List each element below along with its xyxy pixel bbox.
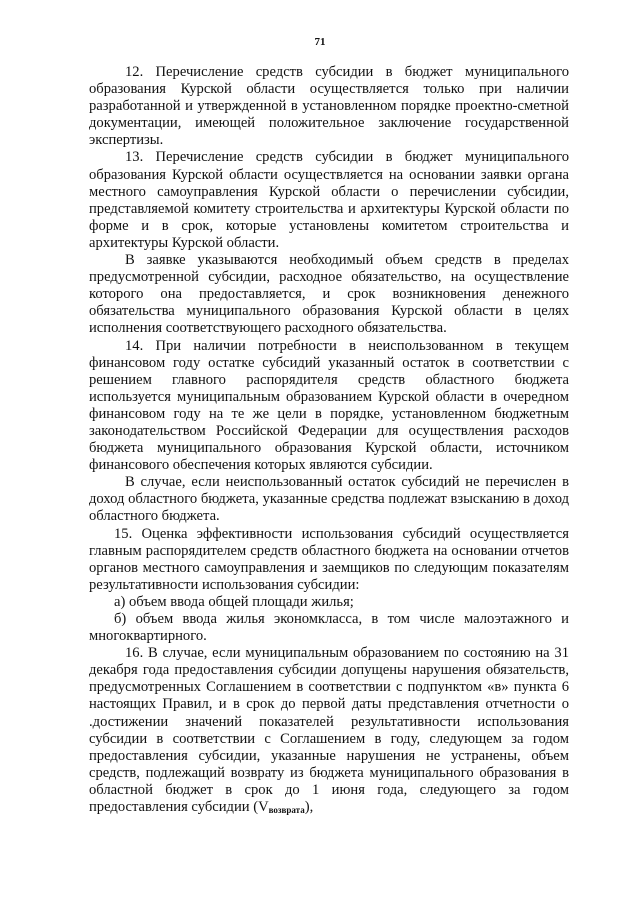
paragraph-15-item-b: б) объем ввода жилья экономкласса, в том числе малоэтажного и многоквартирного. <box>89 611 569 645</box>
v-return-subscript: возврата <box>268 805 305 816</box>
document-body <box>89 64 569 819</box>
page-number: 71 <box>314 36 326 48</box>
paragraph-12: 12. Перечисление средств субсидии в бюджет муниципального образования Курской области осуществляется только при наличии разработанной и утвержденной в установленном порядке проектно-сметной документации, имеющей положительное заключение государственной экспертизы. <box>89 64 569 149</box>
paragraph-15: 15. Оценка эффективности использования субсидий осуществляется главным распорядителем средств областного бюджета на основании отчетов органов местного самоуправления и заемщиков по следующим показателям результативности использования субсидии: <box>89 525 569 593</box>
paragraph-15-item-a: а) объем ввода общей площади жилья; <box>114 593 354 610</box>
paragraph-16 <box>89 645 569 819</box>
paragraph-13: 13. Перечисление средств субсидии в бюджет муниципального образования Курской области осуществляется на основании заявки органа местного самоуправления Курской области о перечислении субсидии, представляемой комитету строительства и архитектуры Курской области по форме и в срок, которые установлены комитетом строительства и архитектуры Курской области. <box>89 149 569 251</box>
paragraph-16-text: 16. В случае, если муниципальным образованием по состоянию на 31 декабря года предоставления субсидии допущены нарушения обязательств, предусмотренных Соглашением в соответствии с подпунктом «в» пункта 6 настоящих Правил, и в срок до первой даты представления отчетности о .достижении значений показателей результативности использования субсидии в соответствии с Соглашением в году, следующем за годом предоставления субсидии, указанные нарушения не устранены, объем средств, подлежащий возврату из бюджета муниципального образования в областной бюджет в срок до 1 июня года, следующего за годом предоставления субсидии (V <box>89 645 569 816</box>
paragraph-14: 14. При наличии потребности в неиспользованном в текущем финансовом году остатке субсидий указанный остаток в соответствии с решением главного распорядителя средств областного бюджета используется муниципальным образованием Курской области в очередном финансовом году на те же цели в порядке, установленном бюджетным законодательством Российской Федерации для осуществления расходов бюджета муниципального образования Курской области, источником финансового обеспечения которых являются субсидии. <box>89 337 569 474</box>
paragraph-16-tail: ), <box>304 799 314 816</box>
paragraph-14-recovery: В случае, если неиспользованный остаток субсидий не перечислен в доход областного бюджета, указанные средства подлежат взысканию в доход областного бюджета. <box>89 474 569 525</box>
paragraph-13-request: В заявке указываются необходимый объем средств в пределах предусмотренной субсидии, расходное обязательство, на осуществление которого она предоставляется, и срок возникновения денежного обязательства муниципального образования Курской области в целях исполнения соответствующего расходного обязательства. <box>89 252 569 337</box>
